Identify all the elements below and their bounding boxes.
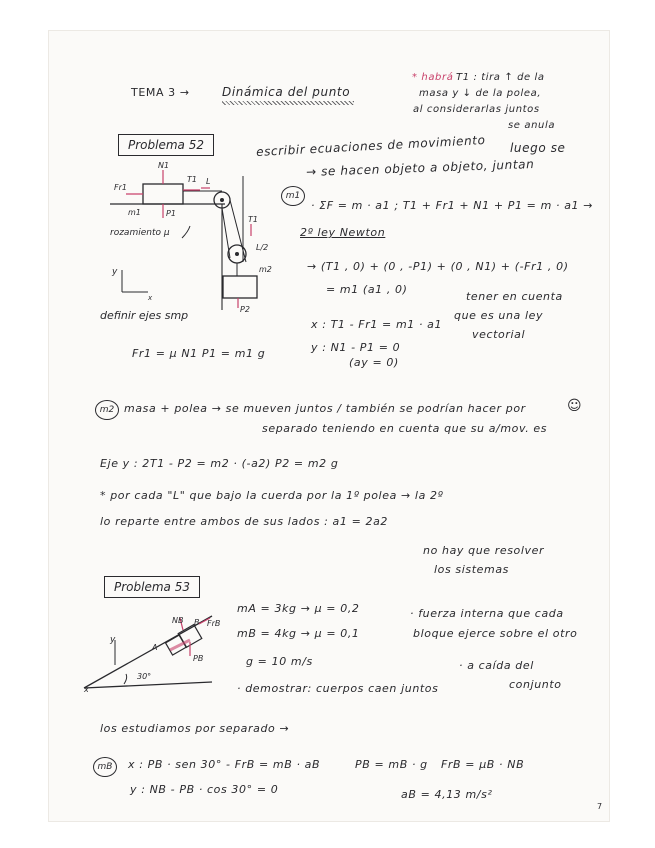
label-angle: 30° xyxy=(137,672,152,681)
mB-eq: mB = 4kg → μ = 0,1 xyxy=(237,627,360,640)
no-need-1: no hay que resolver xyxy=(423,544,545,557)
problem-53-label: Problema 53 xyxy=(104,576,200,598)
label-P1: P1 xyxy=(166,209,176,218)
page-title: Dinámica del punto xyxy=(222,85,351,99)
label-FrB: FrB xyxy=(207,619,221,628)
fr1-eq: Fr1 = μ N1 P1 = m1 g xyxy=(132,347,266,360)
note-line-2: masa y ↓ de la polea, xyxy=(419,88,542,99)
ay-zero: (ay = 0) xyxy=(349,356,399,369)
note-vector-1: tener en cuenta xyxy=(466,290,563,303)
label-axis-y: y xyxy=(112,267,118,277)
note-line-4: se anula xyxy=(508,120,556,131)
label-B: B xyxy=(194,618,200,627)
frb-eq: FrB = μB · NB xyxy=(441,758,525,771)
page-mark: 7 xyxy=(597,802,603,811)
m2-badge: m2 xyxy=(95,400,119,420)
m2-line-2: separado teniendo en cuenta que su a/mov. es xyxy=(262,422,548,435)
eq-x-53: x : PB · sen 30° - FrB = mB · aB xyxy=(128,758,321,771)
eq-x: x : T1 - Fr1 = m1 · a1 xyxy=(311,318,443,331)
note-line-3: al considerarlas juntos xyxy=(413,104,540,115)
label-define-axes: definir ejes smp xyxy=(100,309,189,322)
separado-line: los estudiamos por separado → xyxy=(100,722,290,735)
label-m1: m1 xyxy=(128,208,141,217)
label-L2: L/2 xyxy=(256,243,269,252)
star-line: * por cada "L" que bajo la cuerda por la 1º polea → la 2º xyxy=(100,489,444,502)
label-axis-y-53: y xyxy=(110,635,116,645)
acaida-2: conjunto xyxy=(509,678,562,691)
star-line-2: lo reparte entre ambos de sus lados : a1 = 2a2 xyxy=(100,515,389,528)
label-N1: N1 xyxy=(158,161,170,170)
acaida-1: · a caída del xyxy=(459,659,534,672)
label-L: L xyxy=(206,177,211,186)
label-m2: m2 xyxy=(259,265,272,274)
eq-y-53: y : NB - PB · cos 30° = 0 xyxy=(130,783,279,796)
mA-eq: mA = 3kg → μ = 0,2 xyxy=(237,602,360,615)
eje-y-eq: Eje y : 2T1 - P2 = m2 · (-a2) P2 = m2 g xyxy=(100,457,339,470)
no-need-2: los sistemas xyxy=(434,563,509,576)
eq-y: y : N1 - P1 = 0 xyxy=(311,341,401,354)
label-Fr1: Fr1 xyxy=(114,183,127,192)
label-T1b: T1 xyxy=(248,215,258,224)
label-T1: T1 xyxy=(187,175,197,184)
note-vector-3: vectorial xyxy=(472,328,526,341)
label-friction: rozamiento μ xyxy=(110,228,170,238)
smile-icon: ☺ xyxy=(567,398,583,414)
note-vector-2: que es una ley xyxy=(454,309,544,322)
note-star: * habrá xyxy=(412,72,454,83)
pb-eq: PB = mB · g xyxy=(355,758,428,771)
p52-intro-line-1: escribir ecuaciones de movimiento xyxy=(255,133,486,159)
note-line-1: T1 : tira ↑ de la xyxy=(456,72,545,83)
m1-badge: m1 xyxy=(281,186,305,206)
label-A: A xyxy=(152,643,158,652)
demostrar: · demostrar: cuerpos caen juntos xyxy=(237,682,439,695)
sum-forces-eq: · ΣF = m · a1 ; T1 + Fr1 + N1 + P1 = m · a1 → xyxy=(311,199,594,212)
label-axis-x: x xyxy=(148,294,153,302)
p52-intro-line-1b: luego se xyxy=(510,141,566,155)
ab-eq: aB = 4,13 m/s² xyxy=(401,788,493,801)
vector-eq: → (T1 , 0) + (0 , -P1) + (0 , N1) + (-Fr1 , 0) xyxy=(307,260,569,273)
label-axis-x-53: x xyxy=(84,685,89,694)
p52-intro-line-2: → se hacen objeto a objeto, juntan xyxy=(305,157,535,179)
fuerza-1: · fuerza interna que cada xyxy=(410,607,564,620)
label-P2: P2 xyxy=(240,305,250,314)
label-PB: PB xyxy=(193,654,204,663)
g-eq: g = 10 m/s xyxy=(246,655,313,668)
m2-line-1: masa + polea → se mueven juntos / también se podrían hacer por xyxy=(124,402,526,415)
vector-eq-2: = m1 (a1 , 0) xyxy=(326,283,408,296)
fuerza-2: bloque ejerce sobre el otro xyxy=(413,627,578,640)
tema-label: TEMA 3 → xyxy=(131,86,190,99)
label-NB: NB xyxy=(172,616,184,625)
newton-law: 2º ley Newton xyxy=(300,226,386,239)
problem-52-label: Problema 52 xyxy=(118,134,214,156)
mB-badge: mB xyxy=(93,757,117,777)
